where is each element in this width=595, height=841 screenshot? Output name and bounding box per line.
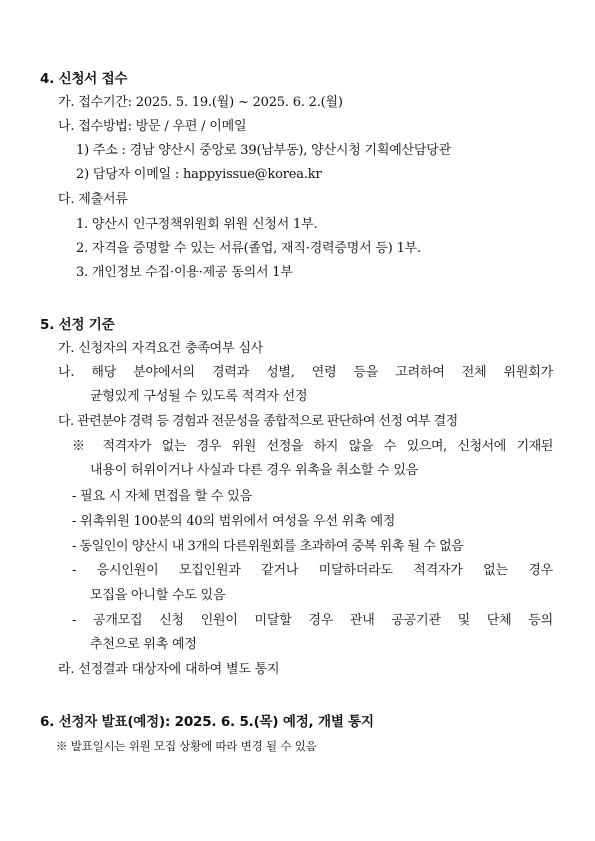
email-item: 2) 담당자 이메일 : happyissue@korea.kr xyxy=(76,167,322,182)
criteria-ra: 라. 선정결과 대상자에 대하여 별도 통지 xyxy=(58,662,280,677)
criteria-na-line1: 나. 해당 분야에서의 경력과 성별, 연령 등을 고려하여 전체 위원회가 xyxy=(58,365,553,380)
criteria-ga: 가. 신청자의 자격요건 충족여부 심사 xyxy=(58,341,264,356)
documents-heading: 다. 제출서류 xyxy=(58,192,128,207)
criteria-da: 다. 관련분야 경력 등 경험과 전문성을 종합적으로 판단하여 선정 여부 결정 xyxy=(58,414,458,429)
section-5-heading: 5. 선정 기준 xyxy=(40,317,115,333)
reception-method: 나. 접수방법: 방문 / 우편 / 이메일 xyxy=(58,119,247,134)
criteria-na-line2: 균형있게 구성될 수 있도록 적격자 선정 xyxy=(90,389,308,404)
section-4-heading: 4. 신청서 접수 xyxy=(40,71,128,87)
criteria-note-line1: ※ 적격자가 없는 경우 위원 선정을 하지 않을 수 있으며, 신청서에 기재된 xyxy=(72,439,553,454)
criteria-note-line2: 내용이 허위이거나 사실과 다른 경우 위촉을 취소할 수 있음 xyxy=(90,463,419,478)
section-6-heading: 6. 선정자 발표(예정): 2025. 6. 5.(목) 예정, 개별 통지 xyxy=(40,714,374,730)
document-item-1: 1. 양산시 인구정책위원회 위원 신청서 1부. xyxy=(76,217,318,232)
address-item: 1) 주소 : 경남 양산시 중앙로 39(남부동), 양산시청 기획예산담당관 xyxy=(76,143,451,158)
criteria-bullet-3: - 동일인이 양산시 내 3개의 다른위원회를 초과하여 중복 위촉 될 수 없음 xyxy=(72,539,464,554)
criteria-bullet-1: - 필요 시 자체 면접을 할 수 있음 xyxy=(72,489,253,504)
criteria-bullet-4-line2: 모집을 아니할 수도 있음 xyxy=(90,588,226,603)
criteria-bullet-5-line2: 추천으로 위촉 예정 xyxy=(90,637,197,652)
document-item-2: 2. 자격을 증명할 수 있는 서류(졸업, 재직·경력증명서 등) 1부. xyxy=(76,241,421,256)
reception-period: 가. 접수기간: 2025. 5. 19.(월) ~ 2025. 6. 2.(월) xyxy=(58,95,343,110)
criteria-bullet-2: - 위촉위원 100분의 40의 범위에서 여성을 우선 위촉 예정 xyxy=(72,514,396,529)
criteria-bullet-5-line1: - 공개모집 신청 인원이 미달할 경우 관내 공공기관 및 단체 등의 xyxy=(72,613,553,628)
criteria-bullet-4-line1: - 응시인원이 모집인원과 같거나 미달하더라도 적격자가 없는 경우 xyxy=(72,563,553,578)
announcement-note: ※ 발표일시는 위원 모집 상황에 따라 변경 될 수 있음 xyxy=(56,739,317,753)
document-item-3: 3. 개인정보 수집·이용·제공 동의서 1부 xyxy=(76,265,293,280)
